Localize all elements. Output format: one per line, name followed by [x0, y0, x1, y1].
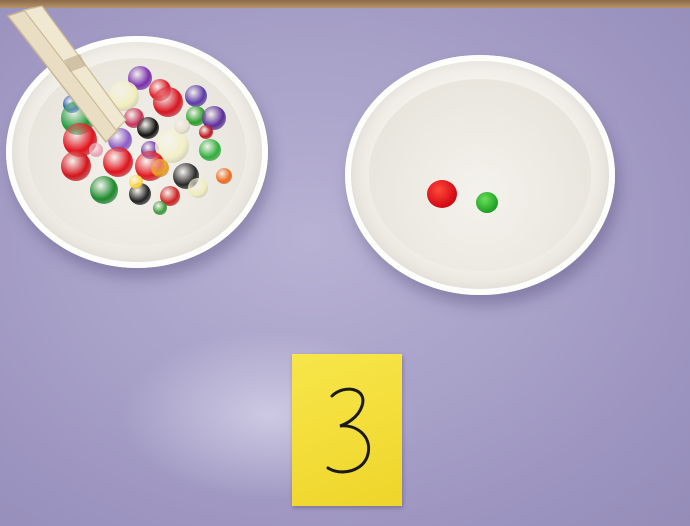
- pompom: [199, 125, 213, 139]
- green-pompom: [476, 192, 498, 213]
- pompom: [185, 85, 207, 107]
- pompom: [174, 118, 190, 134]
- pompom: [90, 176, 118, 204]
- pompom: [153, 201, 167, 215]
- pompom: [199, 139, 221, 161]
- right-bowl: [345, 55, 615, 295]
- wooden-tongs: [2, 2, 132, 162]
- red-pompom: [427, 180, 457, 208]
- handwritten-number: [322, 384, 374, 476]
- pompom: [137, 117, 159, 139]
- pompom: [188, 178, 208, 198]
- number-card: [292, 354, 402, 506]
- pompom: [153, 87, 183, 117]
- pompom: [151, 159, 169, 177]
- right-bowl-inside: [369, 79, 591, 271]
- pompom: [129, 175, 143, 189]
- pompom: [216, 168, 232, 184]
